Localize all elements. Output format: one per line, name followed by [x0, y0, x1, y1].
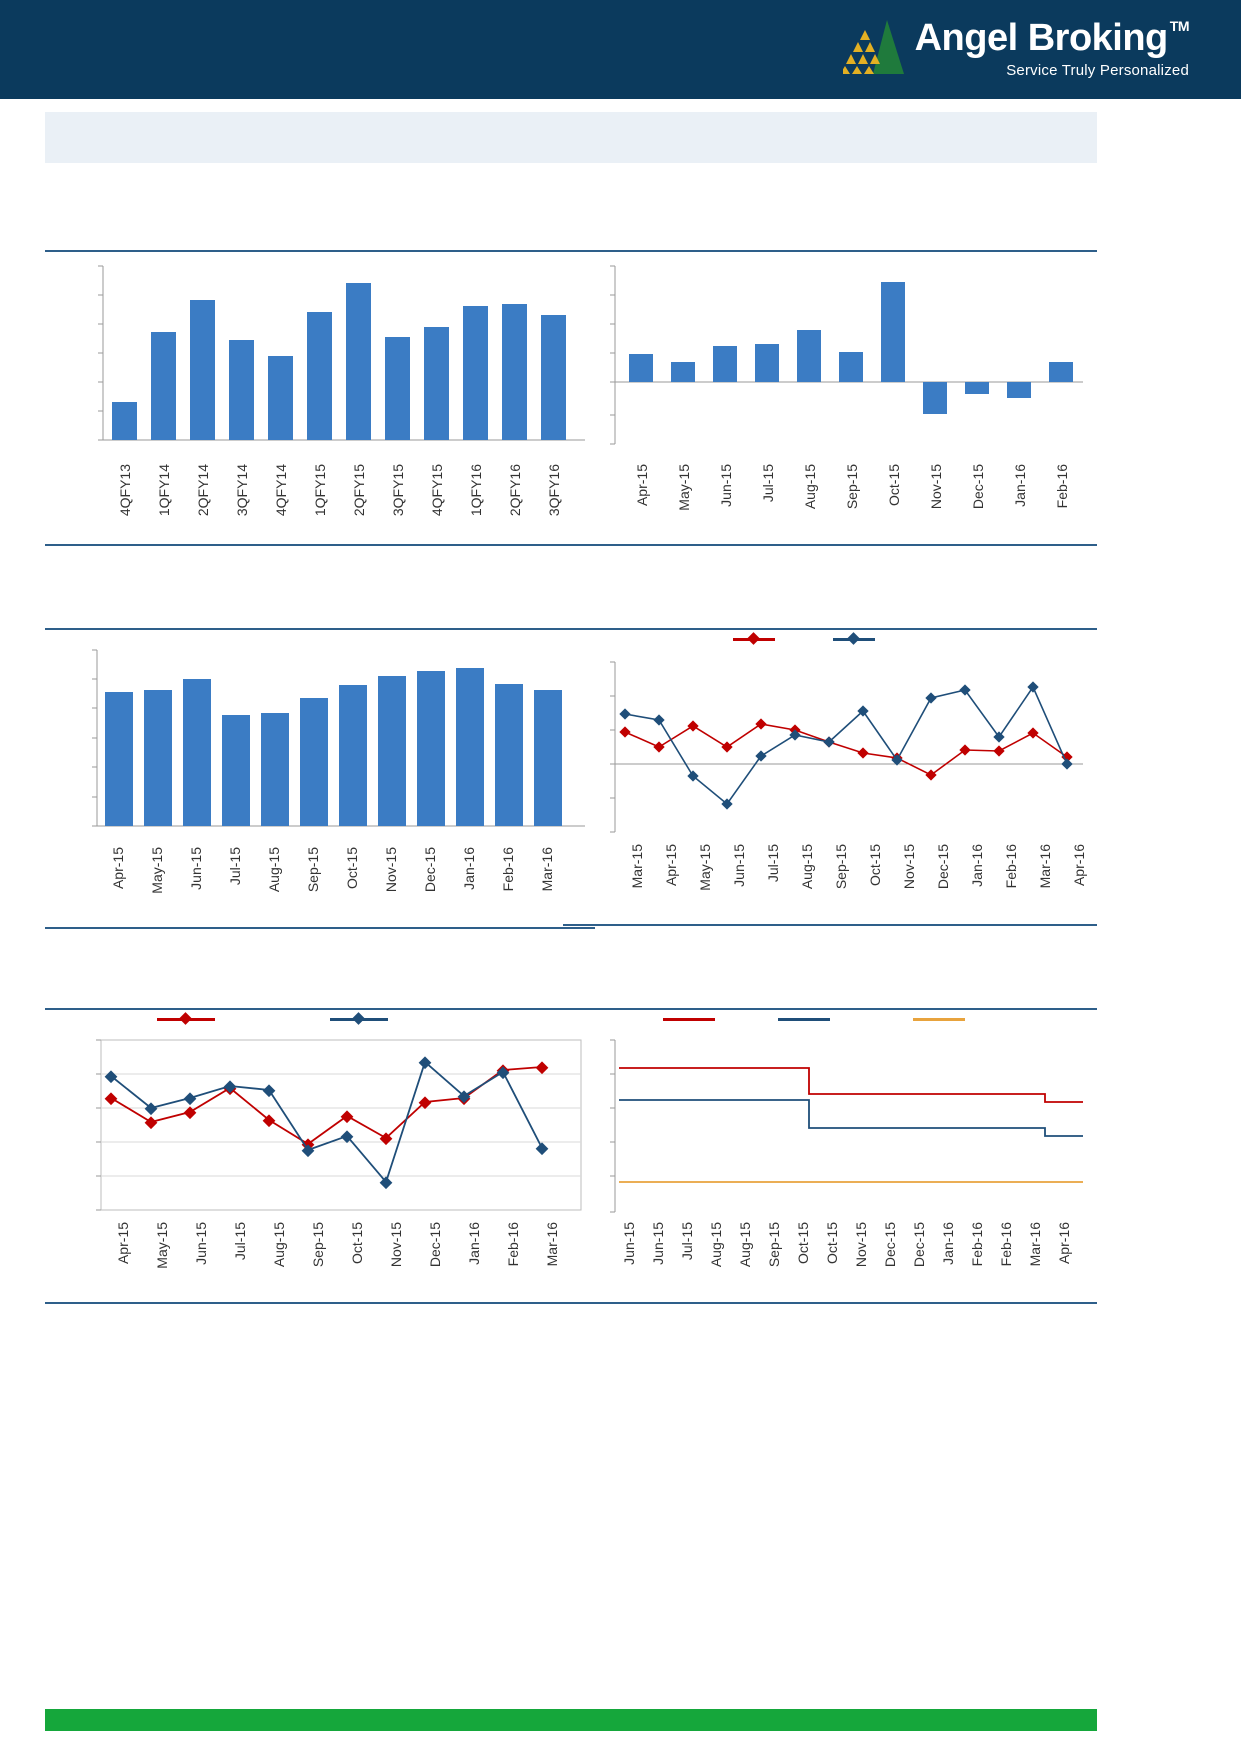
panel-6-legend: [563, 1010, 1097, 1032]
x-label: Nov-15: [853, 1222, 869, 1268]
x-label: Apr-16: [1056, 1222, 1072, 1265]
x-label: Oct-15: [795, 1222, 811, 1265]
line-chart-yoy-growth: [563, 652, 1097, 842]
x-label: Oct-15: [824, 1222, 840, 1265]
x-label: Jul-15: [765, 844, 781, 883]
x-label: Dec-15: [427, 1222, 443, 1268]
line-chart-policy-rates: [563, 1032, 1097, 1220]
footer-green-bar: [45, 1709, 1097, 1731]
x-label: Jan-16: [466, 1222, 482, 1265]
x-label: Sep-15: [766, 1222, 782, 1268]
legend-marker-red: [747, 632, 760, 645]
brand-name-text: Angel Broking: [914, 17, 1168, 59]
legend-line-orange: [913, 1018, 965, 1021]
bar-chart-monthly-growth: [563, 252, 1097, 462]
legend-marker-red: [179, 1012, 192, 1025]
x-label: Dec-15: [935, 844, 951, 890]
x-label: Jun-15: [731, 844, 747, 887]
x-label: Dec-15: [911, 1222, 927, 1268]
x-label: Mar-16: [1027, 1222, 1043, 1267]
x-label: Jun-15: [650, 1222, 666, 1265]
panel-3-plot: [45, 630, 595, 845]
x-label: Feb-16: [500, 847, 516, 892]
line-chart-margins: [45, 1032, 595, 1220]
x-label: Jan-16: [969, 844, 985, 887]
x-label: Feb-16: [505, 1222, 521, 1267]
trademark-mark: TM: [1169, 18, 1189, 34]
x-label: Aug-15: [266, 847, 282, 893]
x-label: Nov-15: [388, 1222, 404, 1268]
x-label: Apr-15: [663, 844, 679, 887]
x-label: Apr-15: [115, 1222, 131, 1265]
x-label: Aug-15: [271, 1222, 287, 1268]
x-label: 4QFY15: [429, 464, 445, 517]
x-label: 2QFY14: [195, 464, 211, 517]
x-label: 1QFY14: [156, 464, 172, 517]
panel-5-x-labels: [45, 1220, 595, 1302]
x-label: 2QFY16: [507, 464, 523, 517]
x-label: May-15: [154, 1222, 170, 1269]
x-label: Aug-15: [799, 844, 815, 890]
legend-line-red: [663, 1018, 715, 1021]
x-label: Dec-15: [882, 1222, 898, 1268]
brand-name: [915, 18, 1189, 58]
x-label: Jun-15: [193, 1222, 209, 1265]
chart-panel-1: [45, 250, 595, 546]
x-label: Oct-15: [867, 844, 883, 887]
panel-2-bottom-rule: [563, 544, 1097, 546]
x-label: Jun-15: [621, 1222, 637, 1265]
x-label: Jul-15: [760, 464, 776, 503]
x-label: Nov-15: [383, 847, 399, 893]
x-label: 2QFY15: [351, 464, 367, 517]
panel-2-plot: [563, 252, 1097, 462]
x-label: Oct-15: [344, 847, 360, 890]
x-label: Sep-15: [310, 1222, 326, 1268]
chart-panel-6: [563, 1008, 1097, 1304]
panel-3-x-labels: [45, 845, 595, 927]
chart-panel-5: [45, 1008, 595, 1304]
panel-5-plot: [45, 1032, 595, 1220]
x-label: May-15: [149, 847, 165, 894]
x-label: Jan-16: [940, 1222, 956, 1265]
x-label: Mar-16: [544, 1222, 560, 1267]
brand-text: [915, 18, 1189, 79]
x-label: Oct-15: [886, 464, 902, 507]
x-label: 4QFY13: [117, 464, 133, 517]
x-label: Jul-15: [232, 1222, 248, 1261]
legend-marker-blue: [352, 1012, 365, 1025]
panel-2-x-labels: [563, 462, 1097, 544]
x-label: 1QFY16: [468, 464, 484, 517]
x-label: Apr-15: [634, 464, 650, 507]
panel-4-bottom-rule: [563, 924, 1097, 926]
panel-4-x-labels: [563, 842, 1097, 924]
x-label: 3QFY16: [546, 464, 562, 517]
x-label: Mar-16: [539, 847, 555, 892]
panel-4-plot: [563, 652, 1097, 842]
legend-marker-blue: [847, 632, 860, 645]
x-label: Sep-15: [833, 844, 849, 890]
x-label: 3QFY15: [390, 464, 406, 517]
x-label: Feb-16: [1054, 464, 1070, 509]
x-label: Apr-15: [110, 847, 126, 890]
x-label: Jan-16: [461, 847, 477, 890]
panel-4-legend: [563, 630, 1097, 652]
page-header: [0, 0, 1241, 99]
legend-line-blue: [778, 1018, 830, 1021]
x-label: Oct-15: [349, 1222, 365, 1265]
panel-6-bottom-rule: [563, 1302, 1097, 1304]
x-label: Aug-15: [708, 1222, 724, 1268]
x-label: May-15: [697, 844, 713, 891]
x-label: 1QFY15: [312, 464, 328, 517]
x-label: Jun-15: [188, 847, 204, 890]
x-label: Apr-16: [1071, 844, 1087, 887]
brand-tagline: Service Truly Personalized: [1006, 62, 1189, 79]
chart-panel-3: [45, 628, 595, 929]
x-label: Jul-15: [679, 1222, 695, 1261]
x-label: Feb-16: [998, 1222, 1014, 1267]
x-label: Sep-15: [305, 847, 321, 893]
bar-chart-quarterly: [45, 252, 595, 462]
panel-3-bottom-rule: [45, 927, 595, 929]
panel-1-x-labels: [45, 462, 595, 544]
x-label: 4QFY14: [273, 464, 289, 517]
x-label: Feb-16: [1003, 844, 1019, 889]
panel-1-plot: [45, 252, 595, 462]
panel-1-bottom-rule: [45, 544, 595, 546]
panel-6-x-labels: [563, 1220, 1097, 1302]
x-label: Nov-15: [901, 844, 917, 890]
chart-panel-2: [563, 250, 1097, 546]
x-label: Dec-15: [970, 464, 986, 510]
x-label: Feb-16: [969, 1222, 985, 1267]
panel-6-plot: [563, 1032, 1097, 1220]
x-label: 3QFY14: [234, 464, 250, 517]
chart-panel-4: [563, 628, 1097, 926]
brand-block: [843, 18, 1189, 79]
x-label: Mar-16: [1037, 844, 1053, 889]
x-label: Sep-15: [844, 464, 860, 510]
x-label: Jan-16: [1012, 464, 1028, 507]
panel-5-bottom-rule: [45, 1302, 595, 1304]
title-banner: [45, 112, 1097, 163]
x-label: Nov-15: [928, 464, 944, 510]
x-label: Jul-15: [227, 847, 243, 886]
x-label: Mar-15: [629, 844, 645, 889]
x-label: Aug-15: [802, 464, 818, 510]
x-label: Aug-15: [737, 1222, 753, 1268]
bar-chart-monthly-volume: [45, 630, 595, 845]
panel-5-legend: [45, 1010, 595, 1032]
x-label: Dec-15: [422, 847, 438, 893]
angel-broking-logo-icon: [843, 18, 905, 76]
x-label: Jun-15: [718, 464, 734, 507]
x-label: May-15: [676, 464, 692, 511]
